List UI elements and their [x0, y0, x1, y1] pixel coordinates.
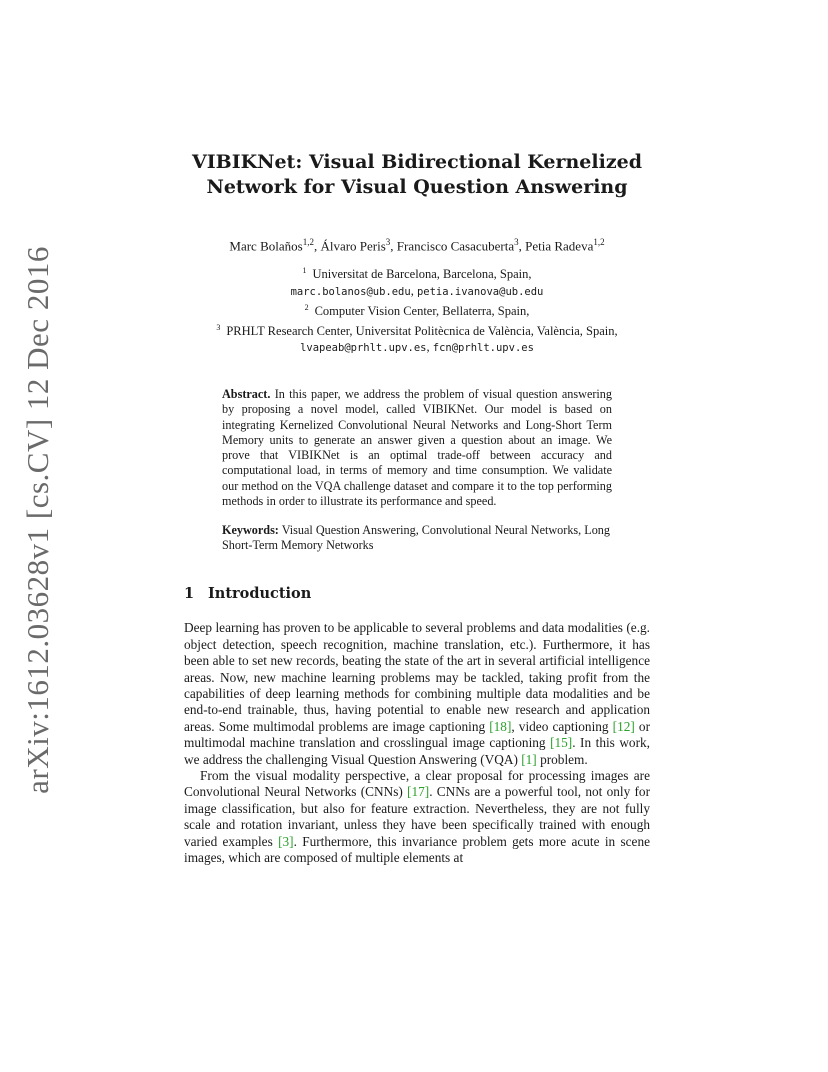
author-separator: , — [313, 238, 321, 254]
email-link[interactable]: petia.ivanova@ub.edu — [416, 285, 544, 298]
paragraph-text: . In this work, we address the challenging Visual Question Answering (VQA) — [184, 735, 650, 767]
affiliation-3 — [184, 320, 650, 339]
affiliation-1 — [184, 263, 650, 282]
citation-link[interactable]: [1] — [521, 751, 537, 767]
introduction-body — [184, 620, 650, 866]
paragraph-text: problem. — [536, 751, 588, 767]
author-name: Álvaro Peris — [320, 238, 386, 254]
section-number: 1 — [184, 585, 195, 603]
paragraph-text: , video captioning — [511, 718, 613, 734]
paragraph-text: . Furthermore, this invariance problem gets more acute in scene images, which are composed of multiple elements at — [184, 833, 650, 865]
paper-page — [184, 150, 650, 866]
affiliation-marker: 3 — [216, 322, 221, 332]
author-separator: , — [518, 238, 526, 254]
author-affiliation-sup: 1,2 — [302, 237, 314, 247]
abstract-text: In this paper, we address the problem of visual question answering by proposing a novel model, called VIBIKNet. Our model is based on integrating Kernelized Convolutional Neural Networks and Long-Short Term Memory units to generate an answer given a question about an image. We prove that VIBIKNet is an optimal trade-off between accuracy and computational load, in terms of memory and time consumption. We validate our method on the VQA challenge dataset and compare it to the top performing methods in order to illustrate its performance and speed. — [222, 387, 612, 508]
keywords-text: Visual Question Answering, Convolutional Neural Networks, Long Short-Term Memory Networks — [222, 522, 610, 553]
affiliation-marker: 2 — [304, 303, 309, 313]
citation-link[interactable]: [15] — [550, 735, 573, 751]
email-separator: , — [426, 339, 433, 354]
author-name: Marc Bolaños — [229, 238, 303, 254]
arxiv-identifier-stamp — [14, 246, 62, 794]
arxiv-identifier-text: arXiv:1612.03628v1 [cs.CV] 12 Dec 2016 — [20, 246, 55, 794]
paragraph-text: From the visual modality perspective, a clear proposal for processing images are Convolutional Neural Networks (CNNs) — [184, 767, 650, 800]
paper-title — [184, 150, 650, 200]
paragraph-text: Deep learning has proven to be applicable to several problems and data modalities (e.g. object detection, speech recognition, machine translation, etc.). Furthermore, it has been able to set new records, beating the state of the art in several artificial intelligence areas. Now, new machine learning problems may be tackled, taking profit from the capabilities of deep learning methods for combining multiple data modalities and be end-to-end trainable, thus, having potential to enable new research and application areas. Some multimodal problems are image captioning — [184, 620, 650, 734]
citation-link[interactable]: [18] — [489, 718, 512, 734]
affiliation-text: PRHLT Research Center, Universitat Politècnica de València, València, Spain, — [226, 323, 618, 338]
email-link[interactable]: lvapeab@prhlt.upv.es — [300, 341, 427, 354]
author-affiliation-sup: 3 — [514, 237, 519, 247]
affiliation-3-emails — [184, 339, 650, 356]
paragraph-text: . CNNs are a powerful tool, not only for image classification, but also for feature extraction. Nevertheless, they are not fully scale and rotation invariant, unless they have been specifically trained with enough varied examples — [184, 784, 650, 849]
affiliation-list — [184, 263, 650, 356]
citation-link[interactable]: [12] — [612, 718, 635, 734]
abstract — [222, 387, 612, 509]
citation-link[interactable]: [3] — [278, 833, 294, 849]
keywords-label: Keywords: — [222, 522, 279, 537]
author-name: Francisco Casacuberta — [396, 238, 515, 254]
affiliation-text: Universitat de Barcelona, Barcelona, Spain, — [312, 267, 532, 282]
affiliation-text: Computer Vision Center, Bellaterra, Spain, — [314, 304, 530, 319]
title-line-2: Network for Visual Question Answering — [206, 176, 628, 198]
author-affiliation-sup: 3 — [385, 237, 391, 247]
keywords — [222, 523, 612, 553]
title-line-1: VIBIKNet: Visual Bidirectional Kernelized — [192, 151, 642, 173]
paragraph-text: or multimodal machine translation and crosslingual image captioning — [184, 718, 650, 751]
affiliation-2 — [184, 300, 650, 319]
email-link[interactable]: marc.bolanos@ub.edu — [290, 285, 411, 298]
email-separator: , — [410, 283, 417, 298]
author-affiliation-sup: 1,2 — [593, 237, 605, 247]
abstract-label: Abstract. — [222, 387, 271, 402]
affiliation-marker: 1 — [302, 266, 307, 276]
citation-link[interactable]: [17] — [407, 784, 430, 800]
affiliation-1-emails — [184, 283, 650, 300]
paragraph-2 — [184, 768, 650, 866]
author-name: Petia Radeva — [525, 238, 594, 254]
email-link[interactable]: fcn@prhlt.upv.es — [432, 341, 534, 354]
author-separator: , — [390, 238, 397, 254]
section-heading-introduction — [184, 585, 650, 602]
section-title: Introduction — [208, 585, 312, 603]
author-list — [184, 234, 650, 254]
paragraph-1 — [184, 620, 650, 768]
